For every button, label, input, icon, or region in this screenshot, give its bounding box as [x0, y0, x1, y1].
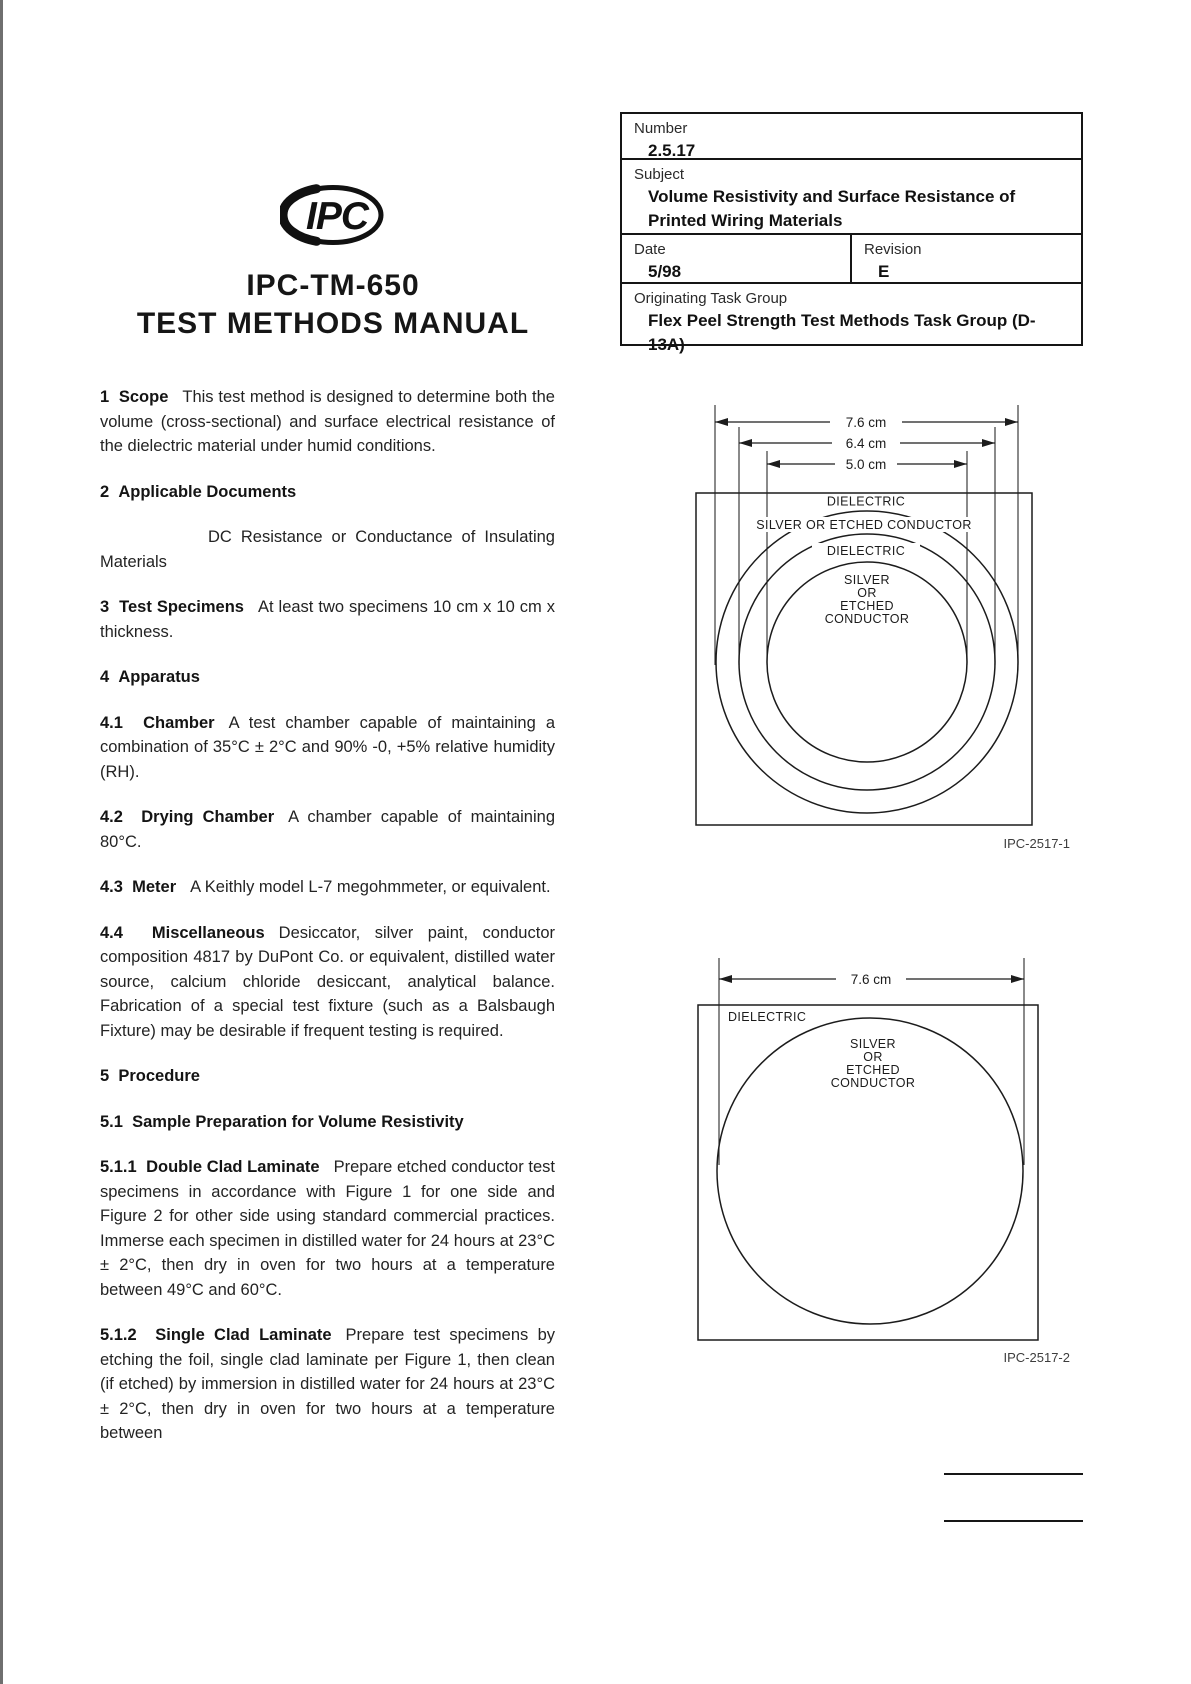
section-heading: 4 Apparatus [100, 668, 200, 686]
figure2-center-label: OR [863, 1050, 883, 1064]
date-value: 5/98 [648, 262, 682, 281]
revision-cell [852, 235, 1081, 282]
figure-2-specimen-diagram [640, 930, 1100, 1380]
info-row-number [622, 114, 1081, 158]
section-text: Prepare etched conductor test specimens in accordance with Figure 1 for one side and Figure 2 for other side using standard commercial practices. Immerse each specimen in distilled water for 24 hours at 23°C ± 2°C, then dry in oven for two hours at a temperature between 49°C and 60°C. [100, 1158, 556, 1299]
figure-2-caption: IPC-2517-2 [1003, 1350, 1070, 1365]
section-heading: 5.1.2 Single Clad Laminate [100, 1326, 332, 1344]
figure1-center-label: ETCHED [840, 599, 894, 613]
figure1-label-guard-ring: SILVER OR ETCHED CONDUCTOR [756, 518, 972, 532]
dimension-7-6cm: 7.6 cm [850, 972, 892, 987]
figure-1-specimen-diagram [640, 375, 1100, 860]
section-text: DC Resistance or Conductance of Insulating Materials [100, 528, 555, 571]
info-row-task-group [622, 282, 1081, 354]
info-row-subject [622, 158, 1081, 233]
dimension-7-6cm: 7.6 cm [845, 415, 887, 430]
section-5-1-2-single-clad [100, 1323, 555, 1446]
date-label: Date [634, 241, 666, 258]
figure2-center-label: SILVER [850, 1037, 896, 1051]
section-1-scope [100, 385, 555, 459]
section-heading: 3 Test Specimens [100, 598, 244, 616]
applicable-documents-entry [100, 525, 555, 574]
figure-1-caption: IPC-2517-1 [1003, 836, 1070, 851]
figure2-center-label: CONDUCTOR [830, 1076, 916, 1090]
section-4-2-drying-chamber [100, 805, 555, 854]
section-heading: 5.1.1 Double Clad Laminate [100, 1158, 320, 1176]
section-heading: 4.1 Chamber [100, 713, 215, 732]
rule-line [944, 1473, 1083, 1475]
ipc-logo-text: IPC [305, 195, 369, 238]
section-heading: 4.4 Miscellaneous [100, 923, 265, 942]
subject-value: Volume Resistivity and Surface Resistance of Printed Wiring Materials [648, 187, 1016, 230]
manual-name: TEST METHODS MANUAL [136, 307, 530, 340]
task-group-label: Originating Task Group [634, 290, 788, 307]
section-text: Prepare test specimens by etching the foil, single clad laminate per Figure 1, then clean (if etched) by immersion in distilled water for 24 hours at 23°C ± 2°C, then dry in oven for two hours at a temperature between [100, 1326, 555, 1442]
ipc-logo-icon [280, 184, 386, 253]
number-value: 2.5.17 [648, 141, 696, 160]
section-text: This test method is designed to determine both the volume (cross-sectional) and surface electrical resistance of the dielectric material under humid conditions. [100, 388, 555, 455]
dimension-5-0cm: 5.0 cm [845, 457, 887, 472]
number-label: Number [634, 120, 688, 137]
figure1-center-label: CONDUCTOR [824, 612, 910, 626]
body-text-column [100, 385, 555, 1467]
figure1-center-label: OR [857, 586, 877, 600]
section-heading: 4.2 Drying Chamber [100, 808, 275, 826]
date-cell [622, 235, 852, 282]
section-heading: 2 Applicable Documents [100, 482, 297, 501]
section-4-3-meter [100, 875, 555, 900]
section-5-procedure [100, 1064, 555, 1089]
figure2-center-label: ETCHED [846, 1063, 900, 1077]
rule-line [944, 1520, 1083, 1522]
section-heading: 5 Procedure [100, 1067, 200, 1085]
section-heading: 1 Scope [100, 388, 169, 406]
info-row-date-revision [622, 233, 1081, 282]
section-text: A chamber capable of maintaining 80°C. [100, 808, 556, 851]
revision-value: E [878, 262, 890, 281]
figure1-label-dielectric-gap: DIELECTRIC [826, 544, 906, 558]
task-group-value: Flex Peel Strength Test Methods Task Group (D-13A) [648, 311, 1036, 354]
section-5-1-1-double-clad [100, 1155, 555, 1302]
scan-edge-artifact [0, 0, 3, 1684]
section-4-apparatus [100, 665, 555, 690]
manual-code: IPC-TM-650 [246, 269, 420, 302]
subject-label: Subject [634, 166, 685, 183]
figure1-label-dielectric-top: DIELECTRIC [826, 494, 906, 509]
section-5-1-sample-preparation [100, 1110, 555, 1135]
info-table [620, 112, 1083, 354]
section-4-4-miscellaneous [100, 921, 555, 1044]
revision-label: Revision [864, 241, 922, 258]
dimension-6-4cm: 6.4 cm [845, 436, 887, 451]
section-text: A test chamber capable of maintaining a combination of 35°C ± 2°C and 90% -0, +5% relative humidity (RH). [100, 713, 555, 781]
figure1-center-label: SILVER [844, 573, 890, 587]
section-text: At least two specimens 10 cm x 10 cm x thickness. [100, 598, 555, 641]
title-block [98, 184, 568, 341]
section-3-test-specimens [100, 595, 555, 644]
figure2-label-dielectric: DIELECTRIC [728, 1010, 807, 1024]
section-text: Desiccator, silver paint, conductor composition 4817 by DuPont Co. or equivalent, distilled water source, calcium chloride desiccant, analytical balance. Fabrication of a special test fixture (such as a Balsbaugh Fixture) may be desirable if frequent testing is required. [100, 923, 555, 1040]
section-heading: 4.3 Meter [100, 878, 177, 896]
section-2-applicable-documents [100, 480, 555, 505]
section-4-1-chamber [100, 711, 555, 785]
section-heading: 5.1 Sample Preparation for Volume Resistivity [100, 1112, 464, 1131]
section-text: A Keithly model L-7 megohmmeter, or equivalent. [190, 878, 551, 896]
